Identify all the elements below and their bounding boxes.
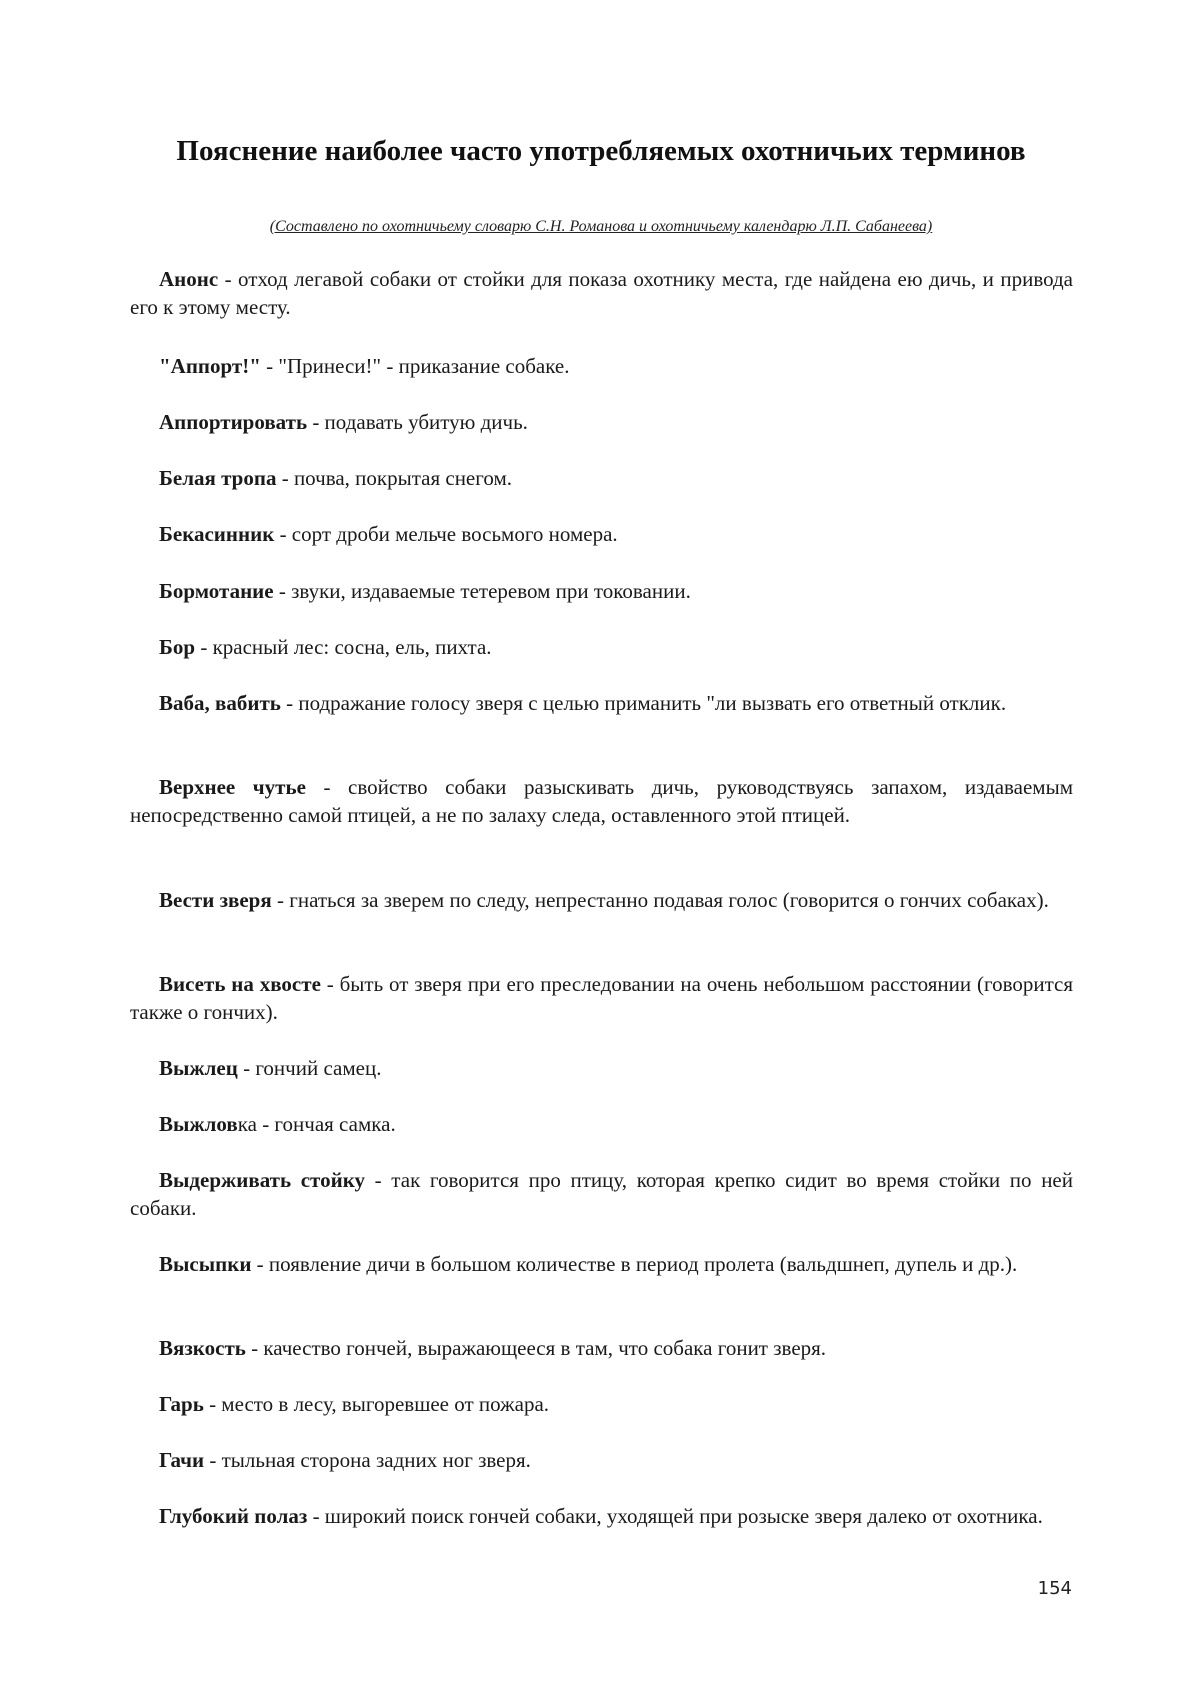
entry-term: Выдерживать стойку xyxy=(159,1168,365,1192)
entry-term: Висеть на хвосте xyxy=(159,972,321,996)
entry-definition: - сорт дроби мельче восьмого номера. xyxy=(274,522,618,546)
entry-definition: - почва, покрытая снегом. xyxy=(276,466,512,490)
entry-term: Высыпки xyxy=(159,1252,252,1276)
entry-definition: - гончий самец. xyxy=(237,1056,382,1080)
entry-term: Верхнее чутье xyxy=(159,775,306,799)
entry-term: Белая тропа xyxy=(159,466,277,490)
glossary-entry xyxy=(130,1446,1073,1474)
entry-term: Бекасинник xyxy=(159,522,275,546)
entry-term: Ваба, вабить xyxy=(159,691,281,715)
entry-term: Бормотание xyxy=(159,579,274,603)
glossary-entry xyxy=(130,689,1073,717)
entry-definition: - место в лесу, выгоревшее от пожара. xyxy=(203,1392,550,1416)
entry-term: Анонс xyxy=(159,267,219,291)
entry-term: Гарь xyxy=(159,1392,204,1416)
glossary-entry xyxy=(130,265,1073,321)
glossary-entry xyxy=(130,408,1073,436)
entry-definition: - так говорится про птицу, которая крепко сидит во время стойки по ней собаки. xyxy=(130,1168,1073,1220)
glossary-entry xyxy=(130,1502,1073,1530)
glossary-entry xyxy=(130,773,1073,829)
glossary-entry xyxy=(130,1054,1073,1082)
entry-definition: - подражание голосу зверя с целью приманить "ли вызвать его ответный отклик. xyxy=(280,691,1007,715)
entry-definition: - свойство собаки разыскивать дичь, руководствуясь запахом, издаваемым непосредственно самой птицей, а не по залаху следа, оставленного этой птицей. xyxy=(130,775,1073,827)
glossary-entry xyxy=(130,464,1073,492)
entry-definition: - звуки, издаваемые тетеревом при токовании. xyxy=(273,579,691,603)
entry-definition: - красный лес: сосна, ель, пихта. xyxy=(195,635,492,659)
entry-definition: - "Принеси!" - приказание собаке. xyxy=(260,354,570,378)
entry-term: Выжлов xyxy=(159,1112,238,1136)
entry-definition: - качество гончей, выражающееся в там, что собака гонит зверя. xyxy=(245,1336,827,1360)
entry-definition: - появление дичи в большом количестве в период пролета (вальдшнеп, дупель и др.). xyxy=(251,1252,1018,1276)
entry-term: Вязкость xyxy=(159,1336,246,1360)
entry-definition: - тыльная сторона задних ног зверя. xyxy=(204,1448,531,1472)
entry-definition: - широкий поиск гончей собаки, уходящей при розыске зверя далеко от охотника. xyxy=(307,1504,1043,1528)
glossary-entry xyxy=(130,970,1073,1026)
entry-term: Вести зверя xyxy=(159,888,272,912)
page-title: Пояснение наиболее часто употребляемых охотничьих терминов xyxy=(176,135,1026,168)
entry-definition: - отход легавой собаки от стойки для показа охотнику места, где найдена ею дичь, и привода его к этому месту. xyxy=(130,267,1073,319)
entry-definition: - подавать убитую дичь. xyxy=(307,410,528,434)
entry-term: Аппортировать xyxy=(159,410,308,434)
entry-term: Гачи xyxy=(159,1448,205,1472)
entry-definition: ка - гончая самка. xyxy=(237,1112,396,1136)
page-number: 154 xyxy=(1037,1578,1072,1599)
glossary-entry xyxy=(130,633,1073,661)
page-subtitle: (Составлено по охотничьему словарю С.Н. Романова и охотничьему календарю Л.П. Сабанеева) xyxy=(269,218,933,235)
glossary-entry xyxy=(130,886,1073,914)
entry-term: Глубокий полаз xyxy=(159,1504,308,1528)
glossary-entry xyxy=(130,1110,1073,1138)
entry-term: "Аппорт!" xyxy=(159,354,261,378)
glossary-entry xyxy=(130,1166,1073,1222)
glossary-entry xyxy=(130,1250,1073,1278)
entry-definition: - гнаться за зверем по следу, непрестанно подавая голос (говорится о гончих собаках). xyxy=(271,888,1049,912)
glossary-entry xyxy=(130,520,1073,548)
entry-definition: - быть от зверя при его преследовании на очень небольшом расстоянии (говорится также о гончих). xyxy=(130,972,1074,1024)
glossary-entry xyxy=(130,577,1073,605)
glossary-entry xyxy=(130,1334,1073,1362)
entry-term: Бор xyxy=(159,635,196,659)
glossary-entry xyxy=(130,1390,1073,1418)
glossary-entry xyxy=(130,352,1073,380)
entry-term: Выжлец xyxy=(159,1056,238,1080)
